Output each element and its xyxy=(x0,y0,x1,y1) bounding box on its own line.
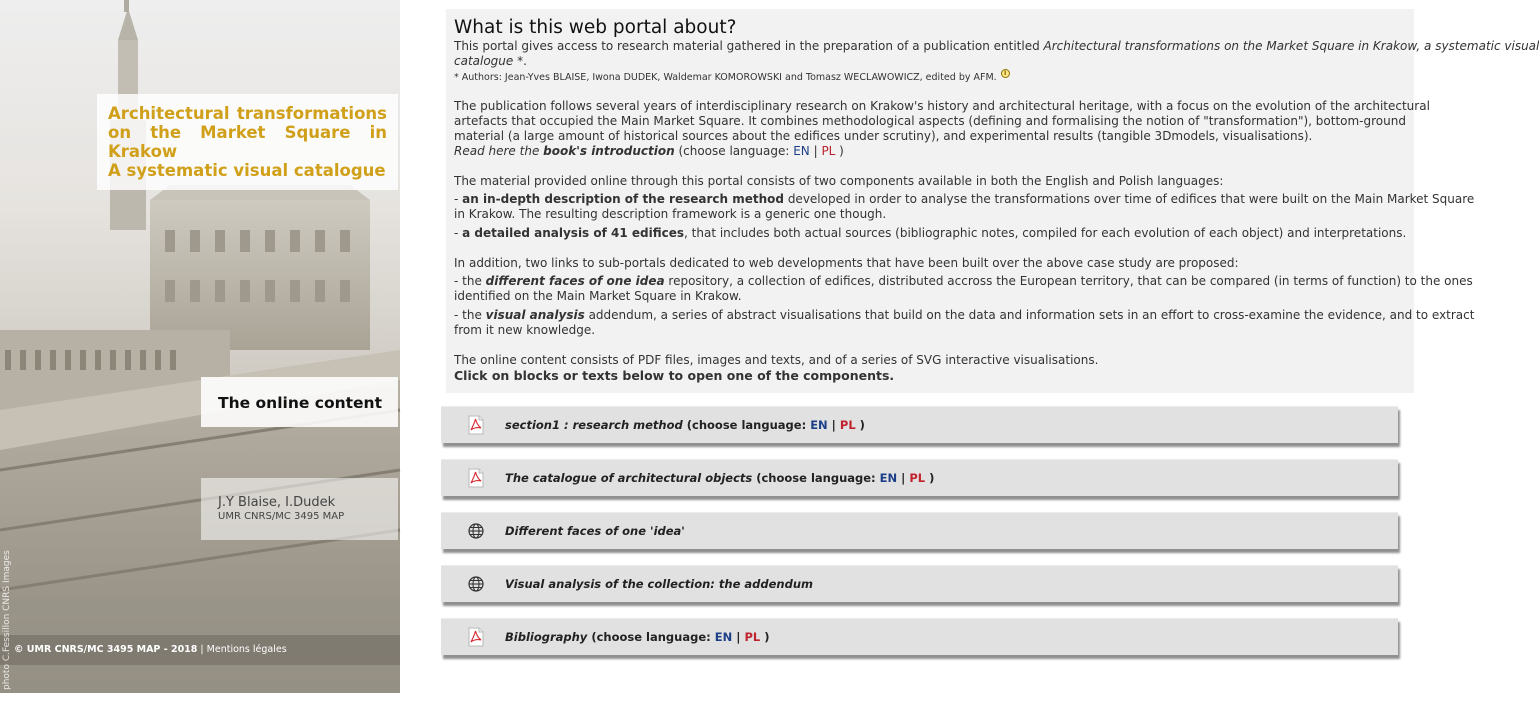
component-edifices-text: , that includes both actual sources (bibliographic notes, compiled for each evolution of each object) and interpretations. xyxy=(684,226,1407,240)
title-line-2 xyxy=(108,123,387,142)
lang-separator: | xyxy=(732,630,745,644)
lang-close: ) xyxy=(855,418,865,432)
title-word: Market xyxy=(200,123,266,142)
block-research-method[interactable] xyxy=(441,406,1398,443)
intro-asterisk: *. xyxy=(513,54,527,68)
choose-language-text: (choose language: xyxy=(752,471,880,485)
block-label xyxy=(505,630,769,644)
component-edifices-line xyxy=(454,226,1414,241)
visual-analysis-title: Visual analysis of the collection: the addendum xyxy=(505,577,814,591)
title-word: Square xyxy=(284,123,351,142)
research-method-en-link[interactable]: EN xyxy=(810,418,828,432)
component-method-text: developed in order to analyse the transformations over time of edifices that were built on the Main Market Square xyxy=(784,192,1475,206)
intro-text: This portal gives access to research material gathered in the preparation of a publication entitled xyxy=(454,39,1044,53)
research-method-title: section1 : research method xyxy=(505,418,683,432)
subportal-faces-text: repository, a collection of edifices, distributed accross the European territory, that can be compared (in terms of function) to the ones xyxy=(664,274,1473,288)
copyright-footer xyxy=(14,644,287,655)
lang-separator: | xyxy=(897,471,910,485)
portal-heading: What is this web portal about? xyxy=(454,17,737,38)
publication-title-ref-2: catalogue xyxy=(454,54,514,68)
photo-credit: photo C.Fessillon CNRS Images xyxy=(2,550,12,690)
lang-close: ) xyxy=(835,144,844,158)
authors-note: * Authors: Jean-Yves BLAISE, Iwona DUDEK, Waldemar KOMOROWSKI and Tomasz WECLAWOWICZ, edited by AFM. xyxy=(454,72,997,83)
copyright-text: © UMR CNRS/MC 3495 MAP - 2018 xyxy=(14,644,198,655)
research-method-link[interactable]: an in-depth description of the research method xyxy=(462,192,784,206)
block-label xyxy=(505,524,685,538)
components-intro: The material provided online through this portal consists of two components available in both the English and Polish languages: xyxy=(454,174,1224,188)
publication-line-1 xyxy=(454,99,1430,114)
intro-line-2 xyxy=(454,54,1414,69)
choose-language-text: (choose language: xyxy=(587,630,715,644)
block-catalogue[interactable] xyxy=(441,459,1398,496)
publication-title-ref: Architectural transformations on the Market Square in Krakow, a systematic visual xyxy=(1043,39,1539,53)
copyright-separator: | xyxy=(197,644,207,655)
title-line-3: Krakow xyxy=(108,142,178,161)
catalogue-title: The catalogue of architectural objects xyxy=(505,471,753,485)
bullet-text: - the xyxy=(454,274,486,288)
introduction-line xyxy=(454,144,1414,159)
subportal-faces-line xyxy=(454,274,1473,289)
block-visual-analysis[interactable] xyxy=(441,565,1398,602)
component-method-line xyxy=(454,192,1475,207)
choose-language-text: (choose language: xyxy=(682,418,811,432)
block-label xyxy=(505,471,934,485)
block-label xyxy=(505,418,865,432)
info-icon[interactable]: i xyxy=(1001,69,1010,78)
pdf-icon xyxy=(466,415,486,435)
content-formats-line: The online content consists of PDF files, images and texts, and of a series of SVG interactive visualisations. xyxy=(454,353,1099,367)
lang-separator: | xyxy=(809,144,822,158)
online-content-label-box xyxy=(201,377,398,427)
click-instruction xyxy=(454,368,1414,383)
block-bibliography[interactable] xyxy=(441,618,1398,655)
bibliography-en-link[interactable]: EN xyxy=(714,630,733,644)
subportals-intro: In addition, two links to sub-portals dedicated to web developments that have been built over the above case study are proposed: xyxy=(454,256,1239,270)
bullet-dash: - xyxy=(454,226,463,240)
subportal-visual-line xyxy=(454,308,1475,323)
subportal-visual-line-2: from it new knowledge. xyxy=(454,323,596,337)
bullet-text: - the xyxy=(454,308,486,322)
block-different-faces[interactable] xyxy=(441,512,1398,549)
title-word: transformations xyxy=(236,104,387,123)
intro-read-text: ead here the xyxy=(462,144,544,158)
choose-language-text: (choose language: xyxy=(674,144,794,158)
authors-lab: UMR CNRS/MC 3495 MAP xyxy=(218,511,345,522)
different-faces-link[interactable]: different faces of one idea xyxy=(485,274,665,288)
introduction-pl-link[interactable]: PL xyxy=(821,144,836,158)
globe-icon xyxy=(466,521,486,541)
globe-icon xyxy=(466,574,486,594)
subportal-visual-text: addendum, a series of abstract visualisations that build on the data and information sets in an effort to cross-examine the evidence, and to extract xyxy=(584,308,1475,322)
book-introduction-link[interactable]: book's introduction xyxy=(543,144,675,158)
lang-close: ) xyxy=(925,471,935,485)
title-word: Architectural xyxy=(108,104,230,123)
bibliography-title: Bibliography xyxy=(505,630,588,644)
subportal-faces-line-2: identified on the Main Market Square in Krakow. xyxy=(454,289,742,303)
title-word: the xyxy=(150,123,182,142)
authors-note-line xyxy=(454,69,1414,84)
block-label xyxy=(505,577,813,591)
title-subtitle: A systematic visual catalogue xyxy=(108,161,386,180)
portal-description xyxy=(446,9,1539,393)
legal-notice-link[interactable]: Mentions légales xyxy=(206,644,287,655)
cover-photo xyxy=(0,0,400,693)
click-instruction-text: Click on blocks or texts below to open one of the components. xyxy=(454,368,895,383)
lang-separator: | xyxy=(827,418,840,432)
pdf-icon xyxy=(466,468,486,488)
different-faces-title: Different faces of one 'idea' xyxy=(505,524,685,538)
publication-title xyxy=(97,94,398,190)
catalogue-en-link[interactable]: EN xyxy=(879,471,898,485)
pdf-icon xyxy=(466,627,486,647)
online-content-label: The online content xyxy=(218,394,383,412)
component-method-line-2: in Krakow. The resulting description framework is a generic one though. xyxy=(454,207,887,221)
lang-close: ) xyxy=(760,630,770,644)
publication-line-3: material (a large amount of historical sources about the edifices under scrutiny), and experimental results (tangible 3Dmodels, visualisations). xyxy=(454,129,1313,143)
visual-analysis-link[interactable]: visual analysis xyxy=(485,308,585,322)
edifices-analysis-link[interactable]: a detailed analysis of 41 edifices xyxy=(462,226,685,240)
publication-line-2: artefacts that occupied the Main Market Square. It combines methodological aspects (defining and formalising the notion of "transformation"), bottom-ground xyxy=(454,114,1406,128)
intro-line-1 xyxy=(454,39,1539,54)
bullet-dash: - xyxy=(454,192,463,206)
authors-names: J.Y Blaise, I.Dudek xyxy=(218,495,336,510)
bibliography-pl-link[interactable]: PL xyxy=(744,630,761,644)
title-word: in xyxy=(369,123,387,142)
publication-text: he publication follows several years of interdisciplinary research on Krakow's history and architectural heritage, with a focus on the evolution of the architectural xyxy=(461,99,1430,113)
introduction-en-link[interactable]: EN xyxy=(793,144,810,158)
dropcap: R xyxy=(454,144,463,158)
title-line-1 xyxy=(108,104,387,123)
dropcap: T xyxy=(454,99,462,113)
authors-box xyxy=(201,478,398,540)
catalogue-pl-link[interactable]: PL xyxy=(909,471,926,485)
title-word: on xyxy=(108,123,132,142)
research-method-pl-link[interactable]: PL xyxy=(839,418,856,432)
